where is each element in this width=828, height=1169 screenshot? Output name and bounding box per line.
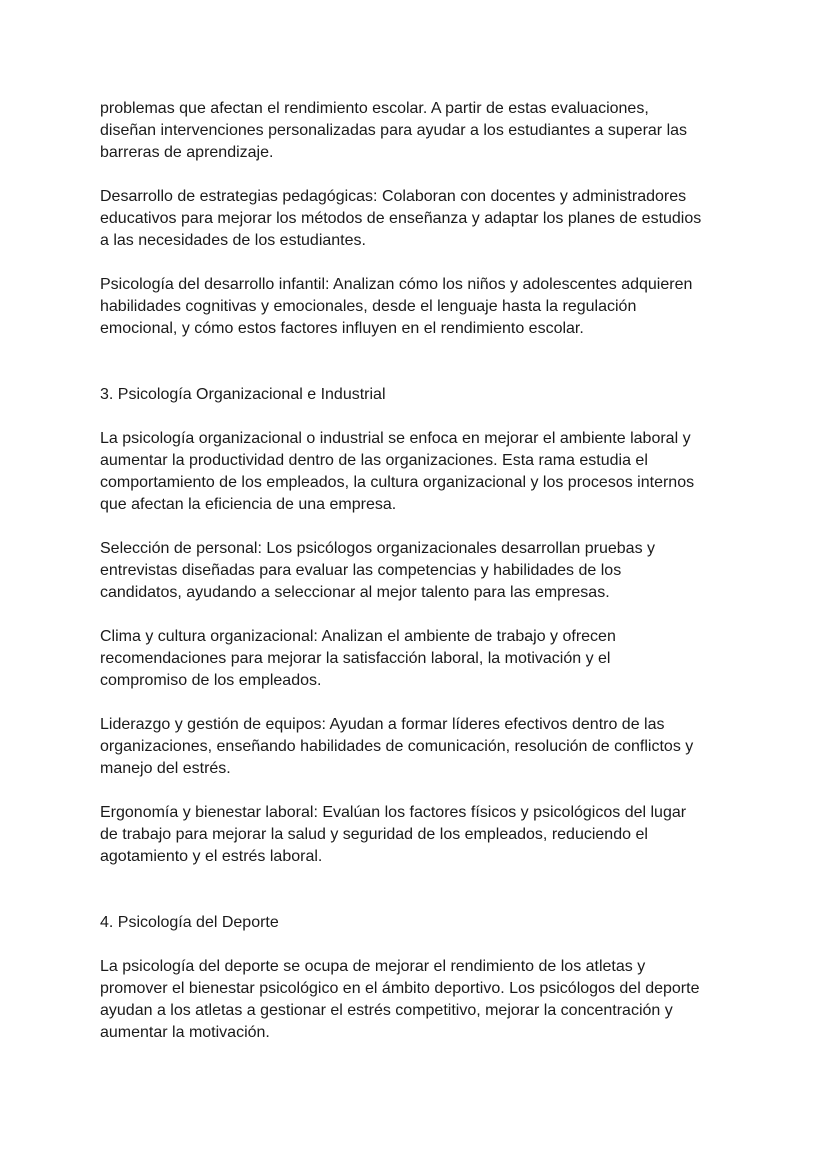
document-body	[100, 98, 740, 1066]
paragraph-organizacional-intro	[100, 428, 740, 516]
text-line: ayudan a los atletas a gestionar el estrés competitivo, mejorar la concentración y	[100, 1002, 673, 1019]
text-line: entrevistas diseñadas para evaluar las competencias y habilidades de los	[100, 562, 622, 579]
text-line: manejo del estrés.	[100, 760, 231, 777]
text-line: educativos para mejorar los métodos de enseñanza y adaptar los planes de estudios	[100, 210, 702, 227]
section-spacer	[100, 362, 740, 384]
text-line: diseñan intervenciones personalizadas para ayudar a los estudiantes a superar las	[100, 122, 688, 139]
text-line: a las necesidades de los estudiantes.	[100, 232, 366, 249]
text-line: aumentar la motivación.	[100, 1024, 270, 1041]
text-line: Selección de personal: Los psicólogos organizacionales desarrollan pruebas y	[100, 540, 656, 557]
text-line: Desarrollo de estrategias pedagógicas: Colaboran con docentes y administradores	[100, 188, 687, 205]
text-line: barreras de aprendizaje.	[100, 144, 274, 161]
text-line: Clima y cultura organizacional: Analizan el ambiente de trabajo y ofrecen	[100, 628, 616, 645]
text-line: La psicología organizacional o industrial se enfoca en mejorar el ambiente laboral y	[100, 430, 691, 447]
text-line: que afectan la eficiencia de una empresa.	[100, 496, 397, 513]
paragraph-estrategias-pedagogicas	[100, 186, 740, 252]
text-line: Liderazgo y gestión de equipos: Ayudan a formar líderes efectivos dentro de las	[100, 716, 665, 733]
paragraph-ergonomia	[100, 802, 740, 868]
text-line: compromiso de los empleados.	[100, 672, 322, 689]
paragraph-desarrollo-infantil	[100, 274, 740, 340]
paragraph-liderazgo	[100, 714, 740, 780]
text-line: habilidades cognitivas y emocionales, desde el lenguaje hasta la regulación	[100, 298, 637, 315]
text-line: emocional, y cómo estos factores influyen en el rendimiento escolar.	[100, 320, 584, 337]
paragraph-clima-cultura	[100, 626, 740, 692]
section-heading-organizacional: 3. Psicología Organizacional e Industrial	[100, 386, 386, 403]
text-line: agotamiento y el estrés laboral.	[100, 848, 323, 865]
paragraph-evaluaciones	[100, 98, 740, 164]
text-line: organizaciones, enseñando habilidades de comunicación, resolución de conflictos y	[100, 738, 694, 755]
paragraph-seleccion-personal	[100, 538, 740, 604]
text-line: de trabajo para mejorar la salud y seguridad de los empleados, reduciendo el	[100, 826, 648, 843]
text-line: Psicología del desarrollo infantil: Analizan cómo los niños y adolescentes adquieren	[100, 276, 693, 293]
text-line: aumentar la productividad dentro de las organizaciones. Esta rama estudia el	[100, 452, 648, 469]
section-spacer	[100, 890, 740, 912]
text-line: candidatos, ayudando a seleccionar al mejor talento para las empresas.	[100, 584, 610, 601]
paragraph-deporte-intro	[100, 956, 740, 1044]
text-line: La psicología del deporte se ocupa de mejorar el rendimiento de los atletas y	[100, 958, 646, 975]
section-heading-deporte: 4. Psicología del Deporte	[100, 914, 279, 931]
text-line: problemas que afectan el rendimiento escolar. A partir de estas evaluaciones,	[100, 100, 649, 117]
text-line: Ergonomía y bienestar laboral: Evalúan los factores físicos y psicológicos del lugar	[100, 804, 687, 821]
text-line: comportamiento de los empleados, la cultura organizacional y los procesos internos	[100, 474, 695, 491]
text-line: promover el bienestar psicológico en el ámbito deportivo. Los psicólogos del deporte	[100, 980, 700, 997]
text-line: recomendaciones para mejorar la satisfacción laboral, la motivación y el	[100, 650, 611, 667]
